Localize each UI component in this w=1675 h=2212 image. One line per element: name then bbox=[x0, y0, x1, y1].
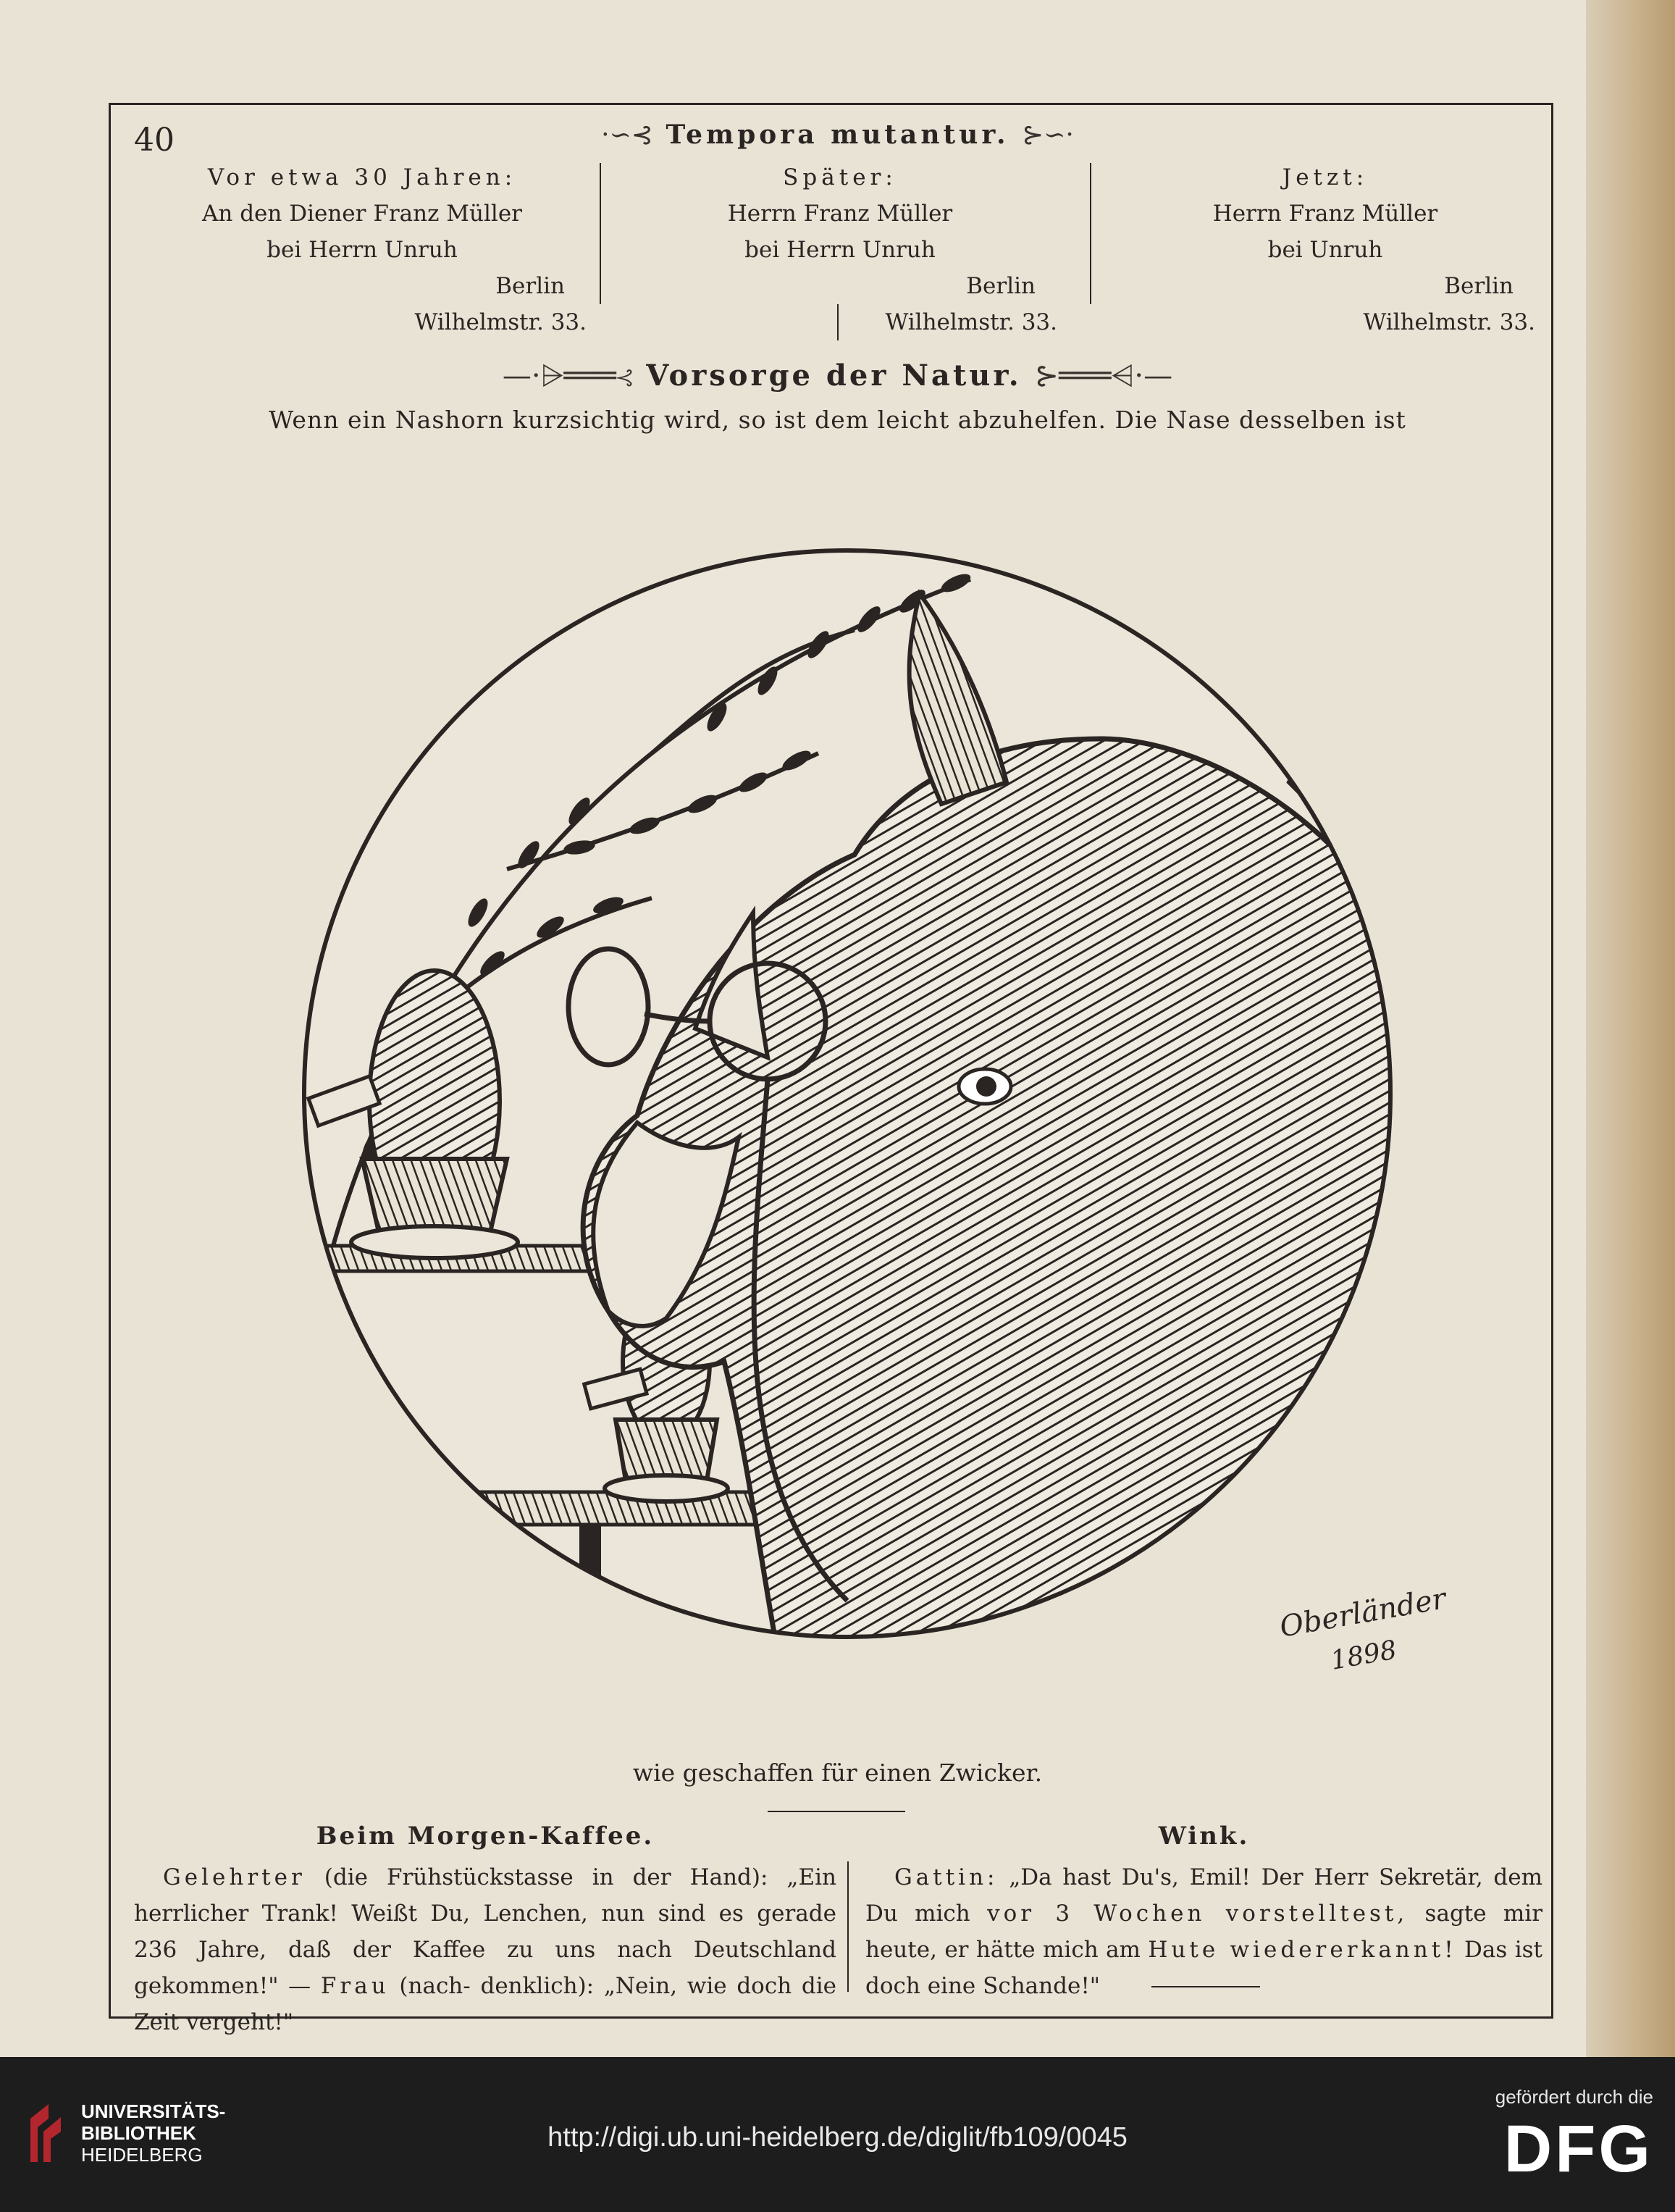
address-column-1 bbox=[138, 159, 587, 340]
library-name-line: UNIVERSITÄTS- bbox=[81, 2100, 226, 2122]
left-article-body bbox=[134, 1859, 836, 2040]
address-line: An den Diener Franz Müller bbox=[202, 201, 522, 227]
column-heading: Später: bbox=[783, 164, 897, 190]
address-column-3 bbox=[1115, 159, 1535, 340]
article-divider bbox=[847, 1861, 849, 1992]
right-article bbox=[865, 1822, 1542, 2004]
text-run: Das ist doch eine Schande!" bbox=[865, 1937, 1542, 1999]
table-leg bbox=[579, 1525, 601, 1742]
text-run: vor 3 Wochen vorstelltest, bbox=[987, 1901, 1409, 1927]
text-run: sagte mir heute, er hätte mich am bbox=[865, 1901, 1543, 1963]
caption-rule bbox=[768, 1811, 905, 1812]
illustration-caption: wie geschaffen für einen Zwicker. bbox=[632, 1759, 1043, 1787]
address-line: bei Unruh bbox=[1267, 237, 1383, 263]
left-article bbox=[134, 1822, 836, 2040]
text-run: Hute wiedererkannt! bbox=[1148, 1937, 1457, 1963]
text-run: der Kaffee zu uns nach Deutschland gekommen!" — bbox=[134, 1937, 836, 1999]
source-url[interactable] bbox=[0, 2122, 1675, 2153]
address-city: Berlin bbox=[1444, 273, 1514, 299]
column-heading: Jetzt: bbox=[1282, 164, 1369, 190]
book-spine-edge bbox=[1586, 0, 1675, 2057]
speaker-label: Frau bbox=[320, 1973, 390, 1999]
library-name-line: HEIDELBERG bbox=[81, 2144, 203, 2166]
page-number: 40 bbox=[134, 122, 175, 159]
end-rule bbox=[1151, 1986, 1260, 1987]
rhino-illustration bbox=[203, 464, 1506, 1746]
header-title: Tempora mutantur. bbox=[666, 120, 1009, 150]
column-heading: Vor etwa 30 Jahren: bbox=[207, 164, 517, 190]
text-run: (die Frühstückstasse in der Hand): „Ein herrlicher bbox=[134, 1864, 836, 1927]
section-title-row bbox=[0, 359, 1675, 393]
speaker-label: Gelehrter bbox=[163, 1864, 306, 1890]
address-street: Wilhelmstr. 33. bbox=[414, 309, 587, 335]
right-article-heading: Wink. bbox=[1158, 1822, 1250, 1851]
address-street: Wilhelmstr. 33. bbox=[1363, 309, 1535, 335]
address-street: Wilhelmstr. 33. bbox=[885, 309, 1057, 335]
title-ornament-left: —·⩥═══⊰ bbox=[502, 359, 634, 393]
address-line: Herrn Franz Müller bbox=[727, 201, 953, 227]
text-run: „Da hast Du's, Emil! Der Herr Sekretär, dem Du bbox=[865, 1864, 1542, 1927]
section-title: Vorsorge der Natur. bbox=[646, 359, 1022, 393]
header-ornament-left: ·∽⊰ bbox=[601, 120, 653, 150]
dfg-logo: DFG bbox=[1503, 2112, 1653, 2186]
address-city: Berlin bbox=[966, 273, 1036, 299]
signature-year: 1898 bbox=[1328, 1635, 1399, 1676]
intro-text: Wenn ein Nashorn kurzsichtig wird, so ist dem leicht abzuhelfen. Die Nase desselben ist bbox=[269, 406, 1406, 434]
address-column-2 bbox=[623, 159, 1057, 340]
address-city: Berlin bbox=[495, 273, 565, 299]
address-line: bei Herrn Unruh bbox=[266, 237, 458, 263]
source-url-text[interactable]: http://digi.ub.uni-heidelberg.de/diglit/fb109/0045 bbox=[547, 2122, 1128, 2153]
address-line: Herrn Franz Müller bbox=[1212, 201, 1438, 227]
funded-by-text: gefördert durch die bbox=[1495, 2086, 1653, 2108]
text-run: Trank! Weißt Du, Lenchen, nun sind es gerade 236 Jahre, daß bbox=[134, 1901, 836, 1963]
text-run: (nach- bbox=[389, 1973, 471, 1999]
speaker-label: Gattin: bbox=[894, 1864, 999, 1890]
column-divider bbox=[600, 163, 601, 304]
right-article-body bbox=[865, 1859, 1542, 2004]
library-name-line: BIBLIOTHEK bbox=[81, 2122, 196, 2144]
header-title-row bbox=[0, 120, 1675, 150]
title-ornament-right: ⊱═══⩤·— bbox=[1034, 359, 1173, 393]
left-article-heading: Beim Morgen-Kaffee. bbox=[316, 1822, 655, 1851]
text-run: denklich): „Nein, wie doch die Zeit vergeht!" bbox=[134, 1973, 836, 2035]
address-line: bei Herrn Unruh bbox=[744, 237, 936, 263]
text-run: mich bbox=[915, 1901, 988, 1927]
column-divider bbox=[1090, 163, 1091, 304]
header-ornament-right: ⊱∽· bbox=[1022, 120, 1074, 150]
short-divider bbox=[837, 304, 839, 340]
artist-signature: Oberländer bbox=[1277, 1582, 1449, 1644]
